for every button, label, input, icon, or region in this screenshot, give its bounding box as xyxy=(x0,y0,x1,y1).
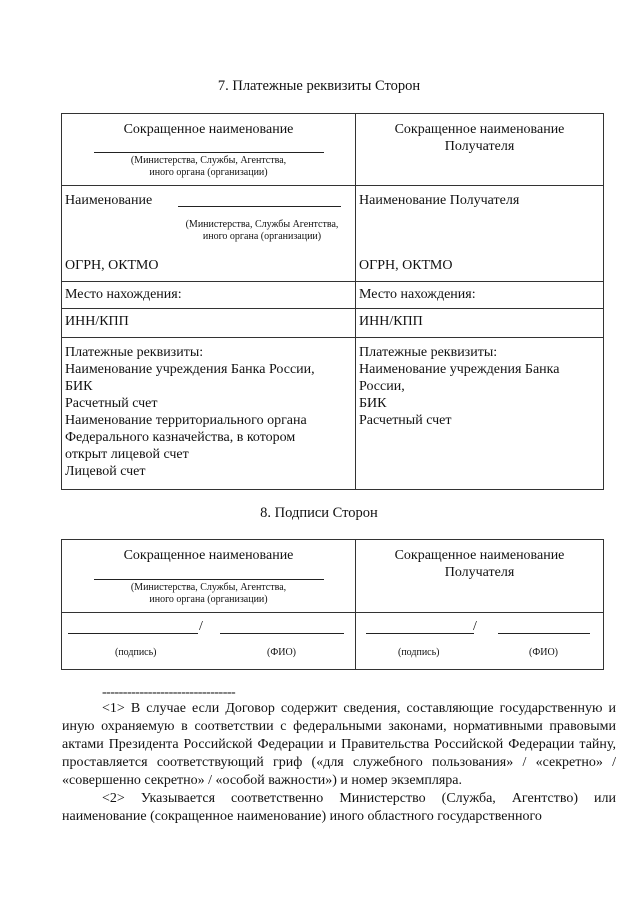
left-sign-label: (подпись) xyxy=(115,647,157,658)
sign-right-name-cell xyxy=(356,540,604,613)
left-payment-line: Лицевой счет xyxy=(65,464,146,479)
left-payment-line: БИК xyxy=(65,379,93,394)
signatures-table xyxy=(61,539,604,670)
left-payment-line: Наименование территориального органа xyxy=(65,413,307,428)
location-row xyxy=(62,282,604,309)
right-ogrn-label: ОГРН, ОКТМО xyxy=(359,258,453,273)
left-short-name-note-2: иного органа (организации) xyxy=(149,167,268,178)
left-fio-line xyxy=(220,633,344,634)
name-row xyxy=(62,186,604,282)
right-payment-line: России, xyxy=(359,379,405,394)
left-name-note-2: иного органа (организации) xyxy=(202,231,322,242)
sign-left-note-2: иного органа (организации) xyxy=(149,594,268,605)
right-payment-line: Наименование учреждения Банка xyxy=(359,362,560,377)
signature-name-row xyxy=(62,540,604,613)
sign-left-short-name: Сокращенное наименование xyxy=(123,548,294,563)
short-name-row xyxy=(62,114,604,186)
sign-left-name-cell xyxy=(62,540,356,613)
left-payment-line: Наименование учреждения Банка России, xyxy=(65,362,315,377)
sign-right-short-name-2: Получателя xyxy=(444,565,515,580)
left-location-cell: Место нахождения: xyxy=(62,282,356,309)
right-signature-line xyxy=(366,633,474,634)
payment-row xyxy=(62,338,604,490)
right-short-name-label-2: Получателя xyxy=(444,139,515,154)
right-inn-cell: ИНН/КПП xyxy=(356,309,604,338)
left-payment-line: Федерального казначейства, в котором xyxy=(65,430,296,445)
left-payment-line: Платежные реквизиты: xyxy=(65,345,204,360)
right-sign-label: (подпись) xyxy=(398,647,440,658)
left-short-name-note-1: (Министерства, Службы, Агентства, xyxy=(130,155,287,166)
sign-left-cell xyxy=(62,613,356,670)
right-payment-cell xyxy=(356,338,604,490)
right-name-label: Наименование Получателя xyxy=(359,193,520,208)
footnote-separator: -------------------------------- xyxy=(102,685,236,700)
left-short-name-line xyxy=(94,152,324,153)
left-signature-line xyxy=(68,633,198,634)
left-slash: / xyxy=(199,619,203,634)
left-short-name-cell xyxy=(62,114,356,186)
right-name-cell xyxy=(356,186,604,282)
left-payment-cell xyxy=(62,338,356,490)
right-payment-line: Расчетный счет xyxy=(359,413,452,428)
right-fio-label: (ФИО) xyxy=(529,647,559,658)
footnotes xyxy=(62,686,616,826)
right-short-name-cell xyxy=(356,114,604,186)
left-ogrn-label: ОГРН, ОКТМО xyxy=(65,258,159,273)
payment-details-table xyxy=(61,113,604,490)
signature-row xyxy=(62,613,604,670)
right-location-cell: Место нахождения: xyxy=(356,282,604,309)
right-payment-line: БИК xyxy=(359,396,387,411)
left-short-name-label: Сокращенное наименование xyxy=(123,122,294,137)
left-name-cell xyxy=(62,186,356,282)
section8-title: 8. Подписи Сторон xyxy=(260,505,378,521)
footnote-2: <2> Указывается соответственно Министерство (Служба, Агентство) или наименование (сокращенное наименование) иного областного государственного xyxy=(62,791,616,824)
sign-left-note-1: (Министерства, Службы, Агентства, xyxy=(130,582,287,593)
right-fio-line xyxy=(498,633,590,634)
right-payment-line: Платежные реквизиты: xyxy=(359,345,498,360)
right-short-name-label-1: Сокращенное наименование xyxy=(394,122,565,137)
left-inn-cell: ИНН/КПП xyxy=(62,309,356,338)
inn-row xyxy=(62,309,604,338)
left-payment-line: Расчетный счет xyxy=(65,396,158,411)
sign-right-short-name-1: Сокращенное наименование xyxy=(394,548,565,563)
left-name-line xyxy=(178,206,341,207)
sign-right-cell xyxy=(356,613,604,670)
left-payment-line: открыт лицевой счет xyxy=(65,447,189,462)
section7-title: 7. Платежные реквизиты Сторон xyxy=(217,78,421,94)
sign-left-name-line xyxy=(94,579,324,580)
left-fio-label: (ФИО) xyxy=(267,647,297,658)
right-slash: / xyxy=(473,619,477,634)
footnote-1: <1> В случае если Договор содержит сведения, составляющие государственную и иную охраняемую в соответствии с федеральными законами, нормативными правовыми актами Президента Российской Федерации и Правительства Российской Федерации тайну, проставляется соответствующий гриф («для служебного пользования» / «секретно» / «совершенно секретно» / «особой важности») и номер экземпляра. xyxy=(62,701,616,788)
left-name-label: Наименование xyxy=(65,193,153,208)
left-name-note-1: (Министерства, Службы Агентства, xyxy=(185,219,339,230)
